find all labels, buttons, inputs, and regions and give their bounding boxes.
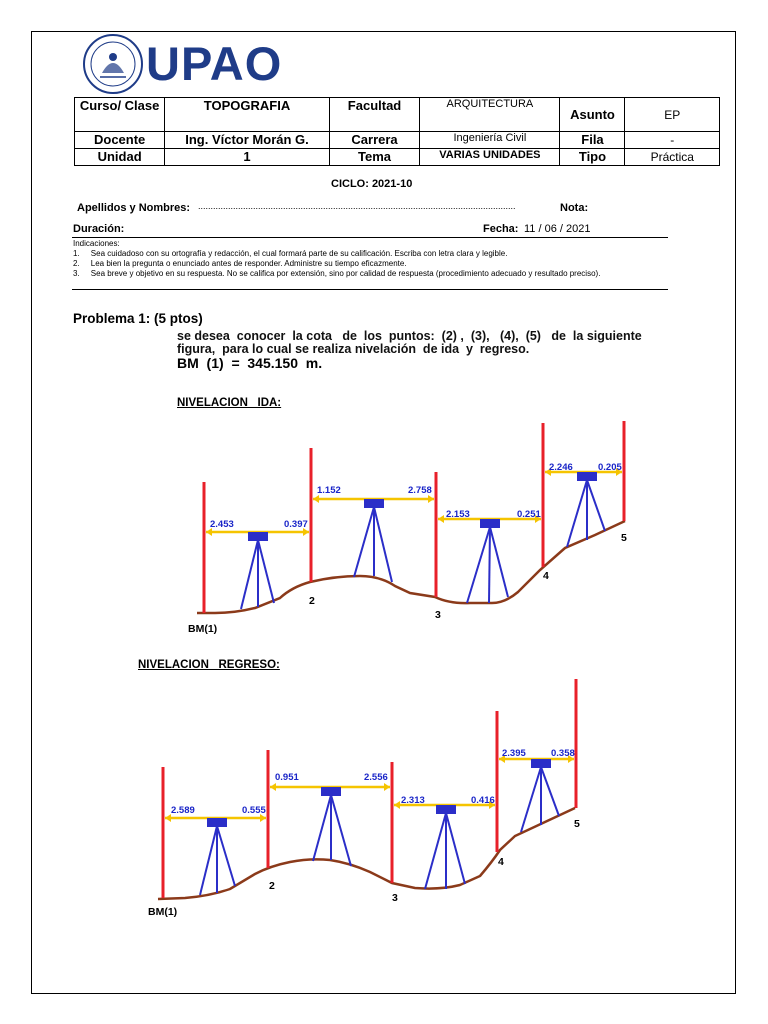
problem-title: Problema 1: (5 ptos) (73, 311, 203, 326)
regreso-reading: 2.589 (171, 805, 195, 816)
unidad-value: 1 (165, 149, 330, 166)
facultad-label: Facultad (329, 98, 420, 132)
tema-value: VARIAS UNIDADES (420, 149, 560, 166)
indicacion-item: 3. Sea breve y objetivo en su respuesta. No se califica por extensión, sino por calidad de respuesta (procedimiento adecuado y resultado preciso). (73, 269, 601, 278)
problem-line-1: se desea conocer la cota de los puntos: (2) , (3), (4), (5) de la siguiente (177, 329, 642, 343)
regreso-reading: 2.313 (401, 795, 425, 806)
curso-value: TOPOGRAFIA (165, 98, 330, 132)
ida-point-label: 4 (543, 570, 549, 582)
ida-reading: 2.153 (446, 509, 470, 520)
ida-reading: 0.205 (598, 462, 622, 473)
ida-point-label: 3 (435, 609, 441, 621)
regreso-reading: 2.395 (502, 748, 526, 759)
docente-value: Ing. Víctor Morán G. (165, 132, 330, 149)
name-dots: ............................................................................................................................... (198, 201, 516, 211)
fecha-label: Fecha: (483, 223, 519, 235)
tipo-value: Práctica (625, 149, 720, 166)
ida-reading: 0.251 (517, 509, 541, 520)
curso-label: Curso/ Clase (75, 98, 165, 132)
ida-point-label: 2 (309, 595, 315, 607)
ida-reading: 2.246 (549, 462, 573, 473)
regreso-sight-arrows (165, 755, 574, 822)
ida-reading: 2.758 (408, 485, 432, 496)
regreso-reading: 2.556 (364, 772, 388, 783)
fila-value: - (625, 132, 720, 149)
tipo-label: Tipo (560, 149, 625, 166)
asunto-value: EP (625, 98, 720, 132)
regreso-title: NIVELACION REGRESO: (138, 659, 280, 671)
apellidos-label: Apellidos y Nombres: (77, 202, 191, 214)
ciclo: CICLO: 2021-10 (331, 178, 413, 190)
ida-reading: 1.152 (317, 485, 341, 496)
logo-text: UPAO (146, 37, 283, 90)
ida-reading: 0.397 (284, 519, 308, 530)
regreso-point-label: 4 (498, 856, 504, 868)
regreso-point-label: BM(1) (148, 906, 178, 918)
indicaciones-title: Indicaciones: (73, 239, 120, 248)
ida-sight-arrows (206, 468, 622, 536)
indicacion-item: 2. Lea bien la pregunta o enunciado antes de responder. Administre su tiempo eficazmente. (73, 259, 407, 268)
indicacion-item: 1. Sea cuidadoso con su ortografía y redacción, el cual formará parte de su calificación. Escriba con letra clara y legible. (73, 249, 508, 258)
regreso-reading: 0.416 (471, 795, 495, 806)
fecha-value: 11 / 06 / 2021 (524, 223, 591, 235)
ida-point-label: BM(1) (188, 623, 218, 635)
regreso-reading: 0.951 (275, 772, 299, 783)
carrera-label: Carrera (329, 132, 420, 149)
tema-label: Tema (329, 149, 420, 166)
ida-reading: 2.453 (210, 519, 234, 530)
docente-label: Docente (75, 132, 165, 149)
facultad-value: ARQUITECTURA (420, 98, 560, 132)
fila-label: Fila (560, 132, 625, 149)
regreso-reading: 0.358 (551, 748, 575, 759)
duracion-label: Duración: (73, 223, 125, 235)
nota-label: Nota: (560, 202, 589, 214)
regreso-point-label: 3 (392, 892, 398, 904)
regreso-sight-lines (165, 759, 574, 818)
bm-value: BM (1) = 345.150 m. (177, 355, 323, 371)
problem-line-2: figura, para lo cual se realiza nivelación de ida y regreso. (177, 342, 530, 356)
carrera-value: Ingeniería Civil (420, 132, 560, 149)
ida-point-label: 5 (621, 532, 627, 544)
ida-sight-lines (206, 472, 622, 532)
asunto-label: Asunto (560, 98, 625, 132)
regreso-reading: 0.555 (242, 805, 266, 816)
regreso-point-label: 5 (574, 818, 580, 830)
ida-title: NIVELACION IDA: (177, 397, 282, 409)
regreso-point-label: 2 (269, 880, 275, 892)
unidad-label: Unidad (75, 149, 165, 166)
